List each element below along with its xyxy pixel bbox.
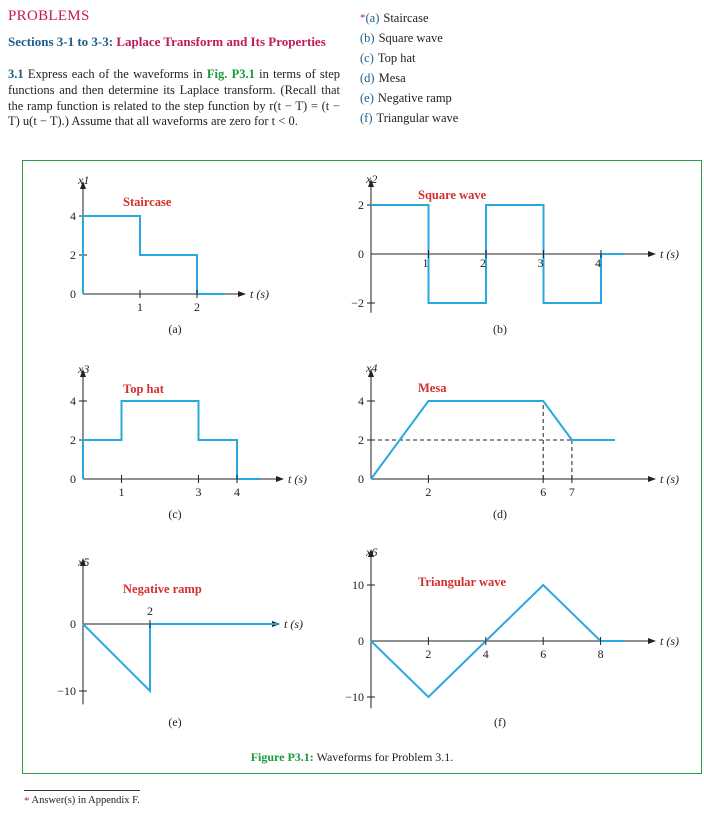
y-tick-label: 0 — [70, 617, 76, 631]
problems-heading: PROBLEMS — [8, 8, 90, 24]
part-name: Triangular wave — [376, 111, 459, 125]
plot-sublabel: (e) — [168, 715, 182, 729]
x-axis-arrow-icon — [648, 638, 656, 644]
x-tick-label: 2 — [425, 485, 432, 499]
y-axis-label: x1 — [78, 173, 90, 187]
x-tick-label: 4 — [234, 485, 240, 499]
x-tick-label: 1 — [118, 485, 125, 499]
part-name: Top hat — [377, 51, 416, 65]
part-label: (e) — [360, 91, 374, 105]
part-label: (b) — [360, 31, 375, 45]
plot-sublabel: (f) — [494, 715, 506, 729]
part-label: (c) — [360, 51, 374, 65]
x-tick-label: 3 — [537, 256, 544, 270]
y-tick-label: 10 — [352, 578, 364, 592]
part-label: (a) — [365, 11, 380, 25]
problem-text-before: Express each of the waveforms in — [27, 67, 203, 81]
x-tick-label: 7 — [568, 485, 575, 499]
y-tick-label: −2 — [351, 296, 364, 310]
plot-f — [345, 545, 679, 729]
x-axis-arrow-icon — [648, 251, 656, 257]
plot-sublabel: (b) — [493, 322, 507, 336]
footnote-text: Answer(s) in Appendix F. — [31, 795, 140, 806]
y-tick-label: 0 — [358, 472, 364, 486]
x-axis-label: t (s) — [250, 287, 269, 301]
footnote-star: * — [24, 795, 30, 807]
x-tick-label: 3 — [195, 485, 202, 499]
plot-b — [351, 172, 679, 336]
x-tick-label: 2 — [194, 300, 200, 314]
y-axis-label: x5 — [78, 555, 90, 569]
y-tick-label: 2 — [358, 433, 364, 447]
x-axis-label: t (s) — [660, 247, 679, 261]
y-tick-label: 2 — [70, 433, 76, 447]
y-tick-label: 2 — [358, 198, 364, 212]
caption-label: Figure P3.1: — [250, 750, 314, 764]
y-tick-label: 0 — [70, 287, 76, 301]
plot-sublabel: (c) — [168, 507, 182, 521]
y-tick-label: −10 — [345, 690, 364, 704]
y-tick-label: 0 — [358, 634, 364, 648]
x-axis-label: t (s) — [284, 617, 303, 631]
x-tick-label: 2 — [425, 647, 432, 661]
figure-reference-link[interactable]: Fig. P3.1 — [206, 67, 255, 81]
y-tick-label: 4 — [358, 394, 364, 408]
x-axis-label: t (s) — [660, 634, 679, 648]
x-axis-arrow-icon — [648, 476, 656, 482]
part-name: Negative ramp — [377, 91, 452, 105]
x-tick-label: 1 — [422, 256, 429, 270]
y-tick-label: −10 — [57, 684, 76, 698]
problem-number: 3.1 — [8, 67, 24, 81]
y-tick-label: 4 — [70, 394, 76, 408]
plot-e — [57, 555, 303, 729]
problem-text-after: in terms of step functions and then determine its Laplace transform. (Recall that the ramp function is related to the step function by r(t − T) = (t − T) u(t − T).) Assume that all waveforms are zero for t < 0. — [8, 67, 341, 129]
answer-star: * — [360, 12, 366, 24]
plot-a — [70, 173, 269, 336]
plot-title: Square wave — [418, 188, 487, 202]
figure-caption — [0, 750, 704, 765]
y-axis-label: x6 — [366, 545, 378, 559]
footnote — [24, 795, 140, 807]
x-tick-label: 4 — [595, 256, 601, 270]
x-tick-label: 1 — [137, 300, 143, 314]
plot-sublabel: (a) — [168, 322, 182, 336]
y-tick-label: 0 — [358, 247, 364, 261]
sections-label: Sections 3-1 to 3-3: — [8, 34, 114, 49]
y-tick-label: 0 — [70, 472, 76, 486]
plot-c — [70, 362, 307, 521]
x-axis-label: t (s) — [288, 472, 307, 486]
y-tick-label: 4 — [70, 209, 76, 223]
plot-sublabel: (d) — [493, 507, 507, 521]
x-tick-label: 6 — [540, 485, 547, 499]
y-axis-label: x4 — [366, 361, 378, 375]
part-name: Staircase — [383, 11, 429, 25]
sections-title: Laplace Transform and Its Properties — [116, 34, 326, 49]
x-tick-label: 6 — [540, 647, 547, 661]
waveform-line — [83, 401, 260, 479]
y-axis-label: x3 — [78, 362, 90, 376]
plot-d — [358, 361, 679, 521]
waveform-line — [83, 624, 277, 691]
plot-title: Negative ramp — [123, 582, 202, 596]
plot-title: Staircase — [123, 195, 172, 209]
x-axis-arrow-icon — [276, 476, 284, 482]
footnote-divider — [24, 790, 140, 791]
y-axis-label: x2 — [366, 172, 378, 186]
plot-title: Mesa — [418, 381, 447, 395]
x-axis-label: t (s) — [660, 472, 679, 486]
x-tick-label: 8 — [597, 647, 604, 661]
x-tick-label: 2 — [480, 256, 486, 270]
part-name: Mesa — [378, 71, 406, 85]
x-tick-label: 4 — [482, 647, 489, 661]
x-tick-label: 2 — [147, 604, 153, 618]
plot-title: Triangular wave — [418, 575, 507, 589]
plot-title: Top hat — [123, 382, 164, 396]
part-name: Square wave — [378, 31, 443, 45]
x-axis-arrow-icon — [238, 291, 246, 297]
part-label: (d) — [360, 71, 375, 85]
caption-text: Waveforms for Problem 3.1. — [316, 750, 454, 764]
y-tick-label: 2 — [70, 248, 76, 262]
part-label: (f) — [360, 111, 373, 125]
waveform-line — [83, 216, 226, 294]
